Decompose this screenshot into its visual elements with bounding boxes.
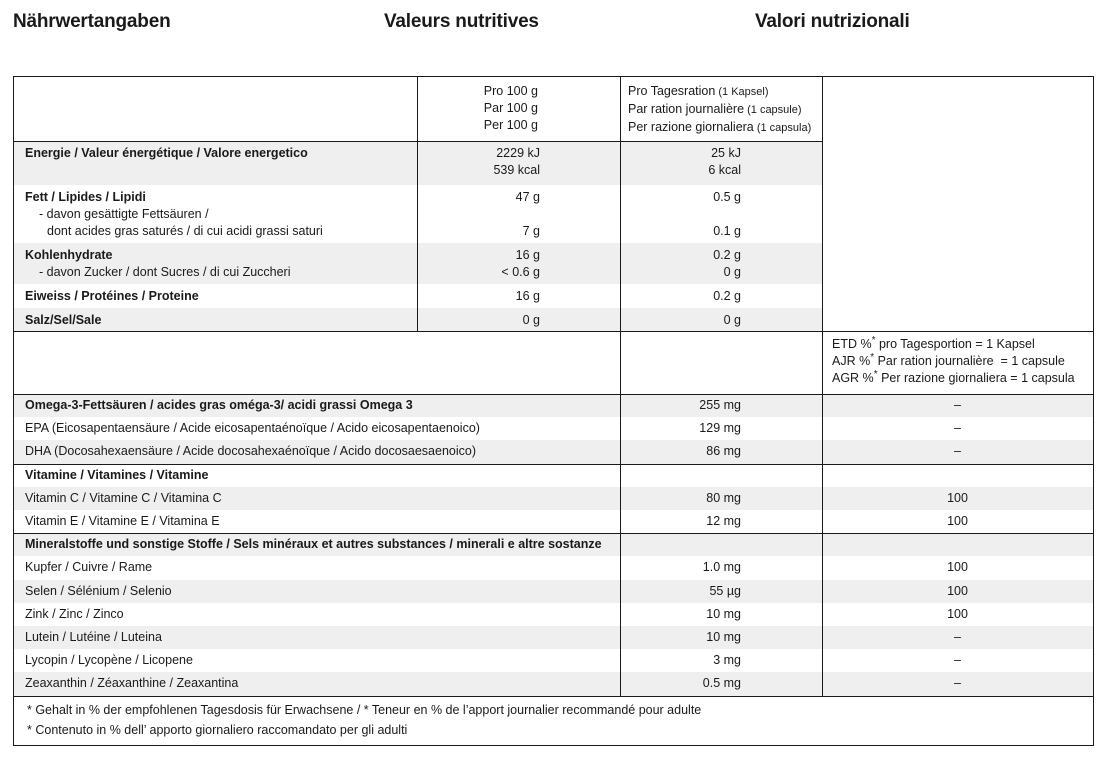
- substance-etd-percent: –: [954, 398, 961, 412]
- substance-etd-percent: 100: [947, 560, 968, 574]
- per-ration-value-line: 25 kJ: [711, 146, 741, 160]
- nutrient-sub-name: - davon Zucker / dont Sucres / di cui Zuccheri: [39, 265, 291, 279]
- substance-label: EPA (Eicosapentaensäure / Acide eicosapentaénoïque / Acido eicosapentaenoico): [25, 421, 480, 435]
- etd-abbrev: ETD %: [832, 337, 872, 351]
- substance-label: Mineralstoffe und sonstige Stoffe / Sels minéraux et autres substances / minerali e altre sostanze: [25, 537, 602, 551]
- per-ration-value: [620, 189, 741, 240]
- etd-header: [832, 336, 1091, 387]
- substance-amount: 1.0 mg: [702, 560, 741, 574]
- substance-amount: 129 mg: [699, 421, 741, 435]
- substance-etd-percent: –: [954, 676, 961, 690]
- per-100g-value-line: 0 g: [522, 313, 540, 327]
- substance-amount: 10 mg: [706, 630, 741, 644]
- per-100g-value-line: [417, 206, 540, 223]
- substance-amount: 255 mg: [699, 398, 741, 412]
- per-ration-value-line: 0.1 g: [713, 224, 741, 238]
- column-divider-per100: [417, 76, 418, 331]
- per-ration-value-line: 0.2 g: [713, 248, 741, 262]
- per-ration-capsule: (1 Kapsel): [715, 86, 769, 98]
- per-100g-value: [417, 189, 540, 240]
- per-ration-value: [620, 288, 741, 305]
- substance-etd-percent: –: [954, 444, 961, 458]
- per-ration-value: [620, 247, 741, 281]
- substance-label: Omega-3-Fettsäuren / acides gras oméga-3/ acidi grassi Omega 3: [25, 398, 413, 412]
- substance-label: Vitamin E / Vitamine E / Vitamina E: [25, 514, 220, 528]
- per-100g-value-line: 539 kcal: [493, 163, 540, 177]
- per-100g-header-line: Par 100 g: [483, 101, 538, 115]
- per-100g-value: [417, 288, 540, 305]
- substance-label: Lycopin / Lycopène / Licopene: [25, 653, 193, 667]
- etd-abbrev: AGR %: [832, 371, 874, 385]
- per-100g-value: [417, 145, 540, 179]
- nutrient-name: Salz/Sel/Sale: [25, 313, 102, 327]
- etd-header-line: [832, 353, 1091, 370]
- section-divider: [13, 331, 1093, 332]
- substance-etd-percent: –: [954, 421, 961, 435]
- table-bottom-border: [13, 745, 1094, 746]
- per-100g-value: [417, 312, 540, 329]
- table-left-border: [13, 76, 14, 746]
- etd-header-line: [832, 370, 1091, 387]
- nutrient-label: [13, 247, 417, 281]
- substance-etd-percent: 100: [947, 584, 968, 598]
- substance-etd-percent: –: [954, 653, 961, 667]
- footnote-line-2: * Contenuto in % dell’ apporto giornaliero raccomandato per gli adulti: [27, 723, 408, 737]
- per-ration-text: Par ration journalière: [628, 102, 745, 116]
- substance-etd-percent: 100: [947, 491, 968, 505]
- substance-label: Vitamine / Vitamines / Vitamine: [25, 468, 209, 482]
- per-ration-capsule: (1 capsule): [744, 104, 802, 116]
- substance-etd-percent: –: [954, 630, 961, 644]
- per-ration-value-line: 0 g: [723, 313, 741, 327]
- per-ration-header: [628, 83, 820, 137]
- etd-text: Per razione giornaliera = 1 capsula: [877, 371, 1075, 385]
- nutrient-sub-name: - davon gesättigte Fettsäuren /: [39, 207, 209, 221]
- title-it: Valori nutrizionali: [755, 11, 910, 32]
- per-ration-value: [620, 145, 741, 179]
- nutrient-name: Energie / Valeur énergétique / Valore energetico: [25, 146, 308, 160]
- substance-label: Zink / Zinc / Zinco: [25, 607, 124, 621]
- per-ration-value: [620, 312, 741, 329]
- per-100g-value-line: 2229 kJ: [496, 146, 540, 160]
- per-ration-header-line: [628, 119, 820, 137]
- footnote-line-1: * Gehalt in % der empfohlenen Tagesdosis für Erwachsene / * Teneur en % de l’apport journalier recommandé pour adulte: [27, 703, 702, 717]
- per-100g-value-line: 16 g: [515, 289, 540, 303]
- substance-amount: 55 µg: [709, 584, 741, 598]
- group-divider: [13, 464, 1093, 465]
- asterisk: *: [870, 351, 875, 363]
- substance-amount: 12 mg: [706, 514, 741, 528]
- column-divider-ration: [620, 76, 621, 696]
- etd-header-line: [832, 336, 1091, 353]
- substance-label: DHA (Docosahexaensäure / Acide docosahexaénoïque / Acido docosaesaenoico): [25, 444, 476, 458]
- nutrient-label: [13, 312, 417, 329]
- nutrient-label: [13, 189, 417, 240]
- etd-abbrev: AJR %: [832, 354, 871, 368]
- per-100g-header-line: Per 100 g: [483, 118, 538, 132]
- asterisk: *: [873, 368, 878, 380]
- etd-text: pro Tagesportion = 1 Kapsel: [875, 337, 1035, 351]
- substance-amount: 86 mg: [706, 444, 741, 458]
- per-100g-value-line: 7 g: [522, 224, 540, 238]
- etd-text: Par ration journalière = 1 capsule: [874, 354, 1065, 368]
- per-100g-value-line: < 0.6 g: [501, 265, 540, 279]
- substance-amount: 10 mg: [706, 607, 741, 621]
- per-ration-header-line: [628, 83, 820, 101]
- column-divider-etd: [822, 76, 823, 696]
- per-100g-value-line: 47 g: [515, 190, 540, 204]
- per-100g-value-line: 16 g: [515, 248, 540, 262]
- nutrient-name: Eiweiss / Protéines / Proteine: [25, 289, 199, 303]
- footnote: [13, 696, 1093, 745]
- per-ration-value-line: 0 g: [723, 265, 741, 279]
- per-100g-header: [417, 83, 538, 134]
- nutrient-name: Kohlenhydrate: [25, 248, 113, 262]
- substance-amount: 80 mg: [706, 491, 741, 505]
- per-ration-header-line: [628, 101, 820, 119]
- per-ration-value-line: 0.5 g: [713, 190, 741, 204]
- per-100g-value: [417, 247, 540, 281]
- per-ration-value-line: [620, 206, 741, 223]
- nutrient-label: [13, 145, 417, 162]
- substance-etd-percent: 100: [947, 514, 968, 528]
- title-de: Nährwertangaben: [13, 11, 171, 32]
- per-100g-header-line: Pro 100 g: [483, 84, 538, 98]
- nutrient-sub-name: dont acides gras saturés / di cui acidi grassi saturi: [47, 224, 323, 238]
- nutrient-label: [13, 288, 417, 305]
- substance-label: Zeaxanthin / Zéaxanthine / Zeaxantina: [25, 676, 239, 690]
- per-ration-capsule: (1 capsula): [753, 122, 812, 134]
- table-right-border: [1093, 76, 1094, 746]
- group-divider: [13, 533, 1093, 534]
- table-top-border: [13, 76, 1094, 77]
- per-ration-text: Per razione giornaliera: [628, 120, 754, 134]
- asterisk: *: [871, 334, 876, 346]
- substance-label: Kupfer / Cuivre / Rame: [25, 560, 153, 574]
- substance-amount: 0.5 mg: [702, 676, 741, 690]
- substance-amount: 3 mg: [713, 653, 741, 667]
- title-fr: Valeurs nutritives: [384, 11, 539, 32]
- per-ration-value-line: 6 kcal: [708, 163, 741, 177]
- substance-label: Vitamin C / Vitamine C / Vitamina C: [25, 491, 222, 505]
- etd-header-divider: [13, 394, 1093, 395]
- per-ration-text: Pro Tagesration: [628, 84, 716, 98]
- substance-etd-percent: 100: [947, 607, 968, 621]
- substance-label: Selen / Sélénium / Selenio: [25, 584, 172, 598]
- nutrient-name: Fett / Lipides / Lipidi: [25, 190, 146, 204]
- substance-label: Lutein / Lutéine / Luteina: [25, 630, 162, 644]
- per-ration-value-line: 0.2 g: [713, 289, 741, 303]
